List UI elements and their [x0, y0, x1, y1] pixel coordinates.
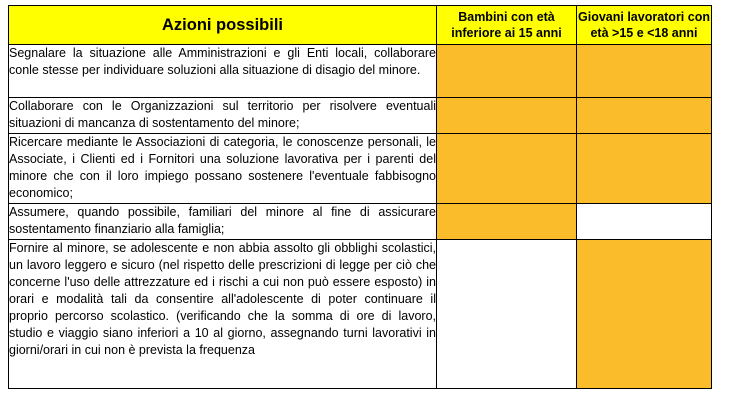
young-workers-mark-cell: [577, 240, 712, 389]
table-row: [9, 45, 712, 98]
table-row: [9, 98, 712, 134]
children-mark-cell: [437, 45, 577, 98]
actions-table-container: [8, 5, 712, 389]
young-workers-mark-cell: [577, 134, 712, 204]
table-row: [9, 204, 712, 240]
action-description: Fornire al minore, se adolescente e non abbia assolto gli obblighi scolastici, un lavoro leggero e sicuro (nel rispetto delle prescrizioni di legge per ciò che concerne l'uso delle attrezzature ed i rischi a cui non può essere esposto) in orari e modalità tali da consentire all'adolescente di poter continuare il proprio percorso scolastico. (verificando che la somma di ore di lavoro, studio e viaggio siano inferiori a 10 al giorno, assegnando turni lavorativi in giorni/orari in cui non è prevista la frequenza: [9, 240, 437, 389]
action-description: Segnalare la situazione alle Amministrazioni e gli Enti locali, collaborare conle stesse per individuare soluzioni alla situazione di disagio del minore.: [9, 45, 437, 98]
header-actions: Azioni possibili: [9, 6, 437, 45]
children-mark-cell: [437, 134, 577, 204]
children-mark-cell: [437, 204, 577, 240]
table-row: [9, 240, 712, 389]
children-mark-cell: [437, 240, 577, 389]
actions-table: [8, 5, 712, 389]
young-workers-mark-cell: [577, 98, 712, 134]
header-young-workers: Giovani lavoratori con età >15 e <18 anni: [577, 6, 712, 45]
action-description: Collaborare con le Organizzazioni sul territorio per risolvere eventuali situazioni di mancanza di sostentamento del minore;: [9, 98, 437, 134]
table-header-row: [9, 6, 712, 45]
action-description: Ricercare mediante le Associazioni di categoria, le conoscenze personali, le Associate, i Clienti ed i Fornitori una soluzione lavorativa per i parenti del minore che con il loro impiego possano sostenere l'eventuale fabbisogno economico;: [9, 134, 437, 204]
table-row: [9, 134, 712, 204]
action-description: Assumere, quando possibile, familiari del minore al fine di assicurare sostentamento finanziario alla famiglia;: [9, 204, 437, 240]
young-workers-mark-cell: [577, 45, 712, 98]
children-mark-cell: [437, 98, 577, 134]
young-workers-mark-cell: [577, 204, 712, 240]
header-children: Bambini con età inferiore ai 15 anni: [437, 6, 577, 45]
